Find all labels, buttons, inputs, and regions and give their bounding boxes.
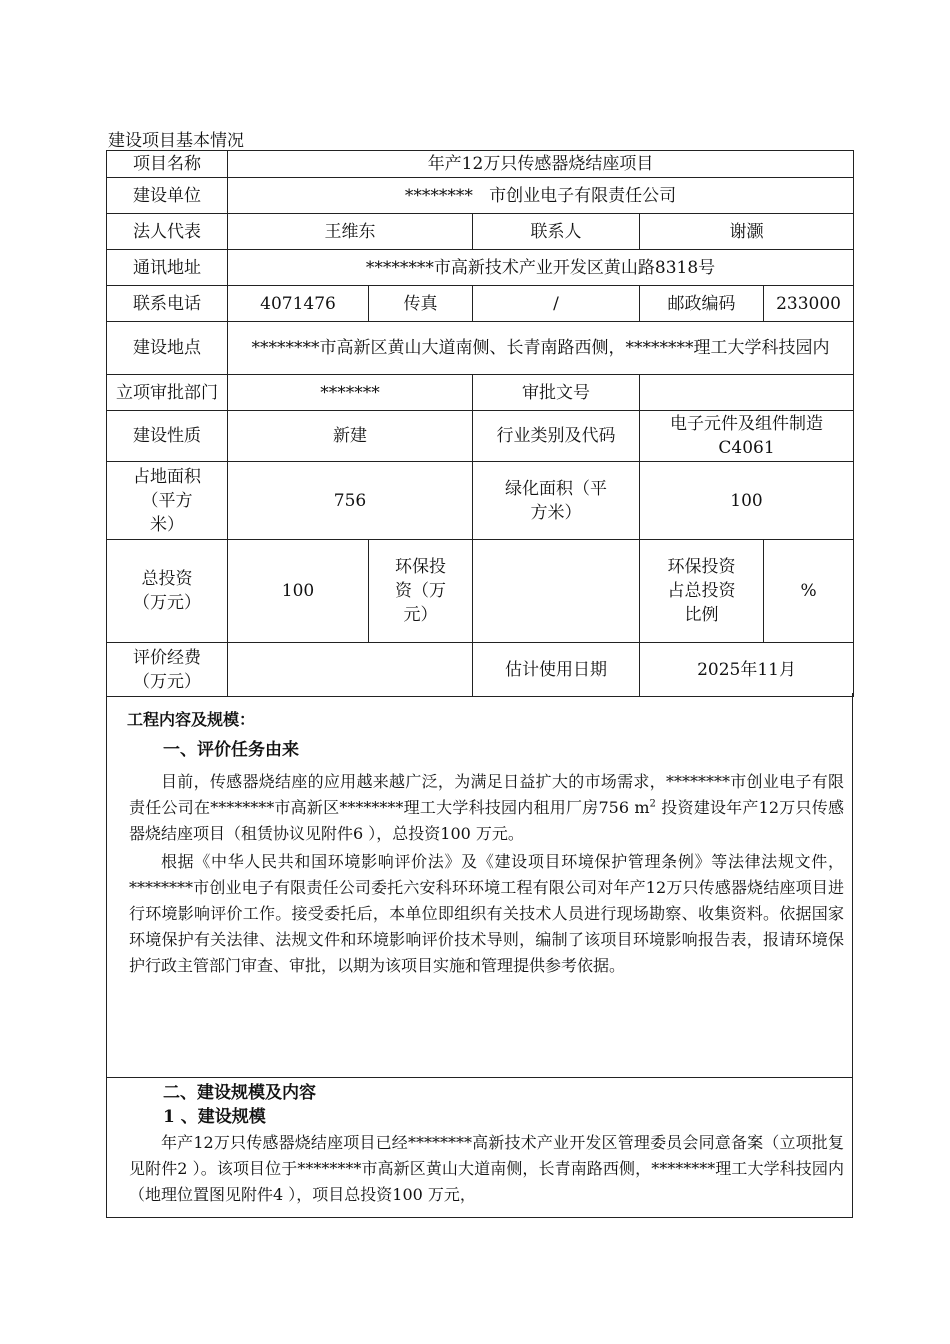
section2-title: 二、建设规模及内容 [163,1083,316,1103]
paragraph-scale: 年产12万只传感器烧结座项目已经********高新技术产业开发区管理委员会同意备案（立项批复见附件2 ）。该项目位于********市高新区黄山大道南侧，长青南路西侧，********理工大学科技园内（地理位置图见附件4 ），项目总投资100 万元， [129,1133,844,1204]
doc-caption: 建设项目基本情况 [108,131,244,151]
row-invest [107,540,854,643]
label-invest: 总投资（万元） [107,540,228,643]
value-legal: 王维东 [228,214,473,250]
value-env-invest [473,540,640,643]
paragraph-basis: 根据《中华人民共和国环境影响评价法》及《建设项目环境保护管理条例》等法律法规文件，********市创业电子有限责任公司委托六安科环环境工程有限公司对年产12万只传感器烧结座项目进行环境影响评价工作。接受委托后，本单位即组织有关技术人员进行现场勘察、收集资料。依据国家环境保护有关法律、法规文件和环境影响评价技术导则，编制了该项目环境影响报告表，报请环境保护行政主管部门审查、审批，以期为该项目实施和管理提供参考依据。 [129,852,844,975]
label-env-ratio: 环保投资占总投资比例 [640,540,764,643]
label-project-name: 项目名称 [107,151,228,178]
value-contact: 谢灏 [640,214,854,250]
row-approval [107,375,854,411]
row-fee [107,643,854,697]
section2-subtitle: 1 、建设规模 [163,1107,266,1127]
label-address: 通讯地址 [107,250,228,286]
value-address: ********市高新技术产业开发区黄山路8318号 [228,250,854,286]
row-project-name [107,151,854,178]
value-green: 100 [640,462,854,540]
row-unit [107,178,854,214]
value-postal: 233000 [764,286,854,322]
section-title: 工程内容及规模： [127,710,256,729]
value-nature: 新建 [228,411,473,462]
section-project-content [106,693,853,1078]
label-env-invest: 环保投资（万元） [369,540,473,643]
row-legal [107,214,854,250]
label-site: 建设地点 [107,322,228,375]
row-site [107,322,854,375]
paragraph-origin-text: 目前，传感器烧结座的应用越来越广泛，为满足日益扩大的市场需求，********市创业电子有限责任公司在********市高新区********理工大学科技园内租用厂房756 m [129,772,844,817]
value-phone: 4071476 [228,286,369,322]
section-subtitle: 一、评价任务由来 [163,740,299,760]
label-green: 绿化面积（平方米） [473,462,640,540]
value-invest: 100 [228,540,369,643]
value-unit: ******** 市创业电子有限责任公司 [228,178,854,214]
value-area: 756 [228,462,473,540]
row-phone [107,286,854,322]
label-approval: 立项审批部门 [107,375,228,411]
basic-info-table [106,150,854,697]
value-fax: / [473,286,640,322]
label-use-date: 估计使用日期 [473,643,640,697]
superscript-2: 2 [649,798,656,810]
value-doc-number [640,375,854,411]
value-fee [228,643,473,697]
section-scale-content [106,1077,853,1218]
label-doc-number: 审批文号 [473,375,640,411]
row-address [107,250,854,286]
label-legal: 法人代表 [107,214,228,250]
row-nature [107,411,854,462]
paragraph-origin-text-cont: 投资建设年产12万只传感器烧结座项目（租赁协议见附件6 ），总投资100 万元。 [129,798,844,843]
value-env-ratio: % [764,540,854,643]
value-project-name: 年产12万只传感器烧结座项目 [228,151,854,178]
label-postal: 邮政编码 [640,286,764,322]
label-phone: 联系电话 [107,286,228,322]
label-industry: 行业类别及代码 [473,411,640,462]
label-fee: 评价经费（万元） [107,643,228,697]
label-unit: 建设单位 [107,178,228,214]
value-industry: 电子元件及组件制造C4061 [640,411,854,462]
paragraph-origin [129,769,844,847]
label-area: 占地面积（平方米） [107,462,228,540]
label-nature: 建设性质 [107,411,228,462]
label-contact: 联系人 [473,214,640,250]
value-approval: ******* [228,375,473,411]
row-area [107,462,854,540]
label-fax: 传真 [369,286,473,322]
value-use-date: 2025年11月 [640,643,854,697]
value-site: ********市高新区黄山大道南侧、长青南路西侧，********理工大学科技园内 [228,322,854,375]
